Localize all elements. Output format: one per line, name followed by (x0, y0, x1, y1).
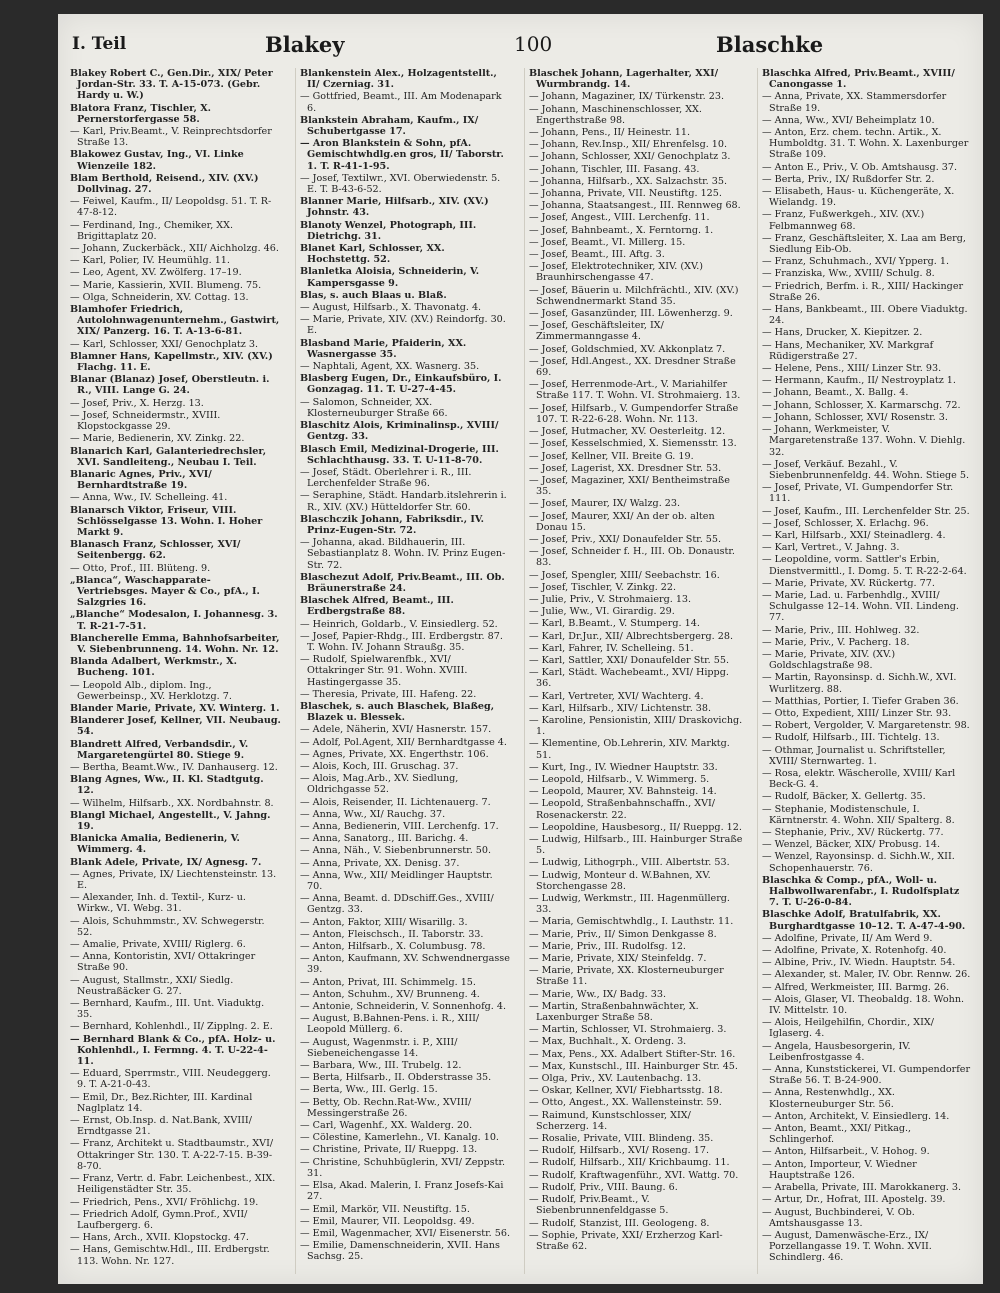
directory-entry: Blanda Adalbert, Werkmstr., X. Bucheng. 101. (70, 656, 237, 679)
directory-entry: — Karl, B.Beamt., V. Stumperg. 14. (529, 618, 700, 630)
directory-entry: — Anton, Schuhm., XV/ Brunneng. 4. (300, 988, 480, 1000)
directory-entry: — Johann, Maschinenschlosser, XX. Engerthstraße 98. (529, 103, 702, 126)
directory-entry: — Josef, Bäuerin u. Milchfrächtl., XIV. (XV.) Schwendnermarkt Stand 35. (529, 284, 739, 307)
directory-entry: Blancherelle Emma, Bahnhofsarbeiter, V. Siebenbrunneng. 14. Wohn. Nr. 12. (70, 632, 280, 655)
directory-entry: — Johann, Beamt., X. Ballg. 4. (762, 387, 909, 399)
directory-entry: Blanar (Blanaz) Josef, Oberstleutn. i. R., VIII. Lange G. 24. (70, 374, 270, 397)
directory-entry: — Leopoldine, Hausbesorg., II/ Rueppg. 12. (529, 821, 742, 833)
directory-entry: — Betty, Ob. Rechn.Rat-Ww., XVIII/ Messingerstraße 26. (300, 1096, 472, 1119)
directory-entry: — Berta, Ww., III. Gerlg. 15. (300, 1084, 438, 1096)
directory-entry: — Anna, Private, XX. Stammersdorfer Straße 19. (762, 91, 947, 114)
directory-entry: — Leopold Alb., diplom. Ing., Gewerbeinsp., XV. Herklotzg. 7. (70, 679, 232, 702)
directory-entry: — Alexander, st. Maler, IV. Obr. Rennw. 26. (762, 969, 971, 981)
directory-entry: — Marie, Priv., V. Pacherg. 18. (762, 636, 910, 648)
directory-entry: — Josef, Papier-Rhdg., III. Erdbergstr. 87. T. Wohn. IV. Johann Straußg. 35. (300, 630, 503, 653)
directory-entry: — Hermann, Kaufm., II/ Nestroyplatz 1. (762, 375, 956, 387)
right-guide-word: Blaschke (716, 32, 824, 57)
directory-entry: „Blanca“, Waschapparate- Vertriebsges. Mayer & Co., pfA., I. Salzgries 16. (70, 574, 260, 609)
directory-entry: — Josef, Hilfsarb., V. Gumpendorfer Straße 107. T. R-22-6-28. Wohn. Nr. 113. (529, 402, 739, 425)
directory-entry: — Gottfried, Beamt., III. Am Modenapark 6. (300, 91, 502, 114)
directory-entry: — Anna, Bedienerin, VIII. Lerchenfg. 17. (300, 821, 499, 832)
directory-entry: — Bertha, Beamt.Ww., IV. Danhauserg. 12. (70, 761, 278, 773)
directory-entry: — Josef, Kaufm., III. Lerchenfelder Str. 25. (762, 505, 970, 517)
directory-entry: — Josef, Hdl.Angest., XX. Dresdner Straße 69. (529, 355, 736, 379)
directory-entry: — Karl, Fahrer, IV. Schelleing. 51. (529, 642, 694, 654)
directory-entry: — Wenzel, Bäcker, XIX/ Probusg. 14. (762, 839, 941, 851)
page-header (72, 28, 969, 62)
directory-entry: Blam Berthold, Reisend., XIV. (XV.) Dollvinag. 27. (70, 172, 259, 196)
directory-entry: — Rudolf, Priv.Beamt., V. Siebenbrunnenfeldgasse 5. (529, 1194, 669, 1217)
directory-entry: — Josef, Geschäftsleiter, IX/ Zimmermanngasse 4. (529, 320, 664, 343)
directory-entry: — Anna, Ww., XVI/ Beheimplatz 10. (762, 114, 935, 126)
directory-entry: — August, Buchbinderei, V. Ob. Amtshausgasse 13. (762, 1206, 915, 1229)
directory-entry: — Josef, Schlosser, X. Erlachg. 96. (762, 517, 929, 529)
column-1 (70, 68, 281, 1274)
directory-entry: — Heinrich, Goldarb., V. Einsiedlerg. 52. (300, 618, 498, 630)
directory-entry: — Anna, Ww., IV. Schelleing. 41. (70, 492, 228, 504)
directory-entry: — Johann, Werkmeister, V. Margaretenstraße 137. Wohn. V. Diehlg. 32. (762, 424, 966, 458)
directory-entry: — Franz, Architekt u. Stadtbaumstr., XVI/ Ottakringer Str. 130. T. A-22-7-15. B-39-8-70. (70, 1138, 274, 1172)
directory-entry: — Feiwel, Kaufm., II/ Leopoldsg. 51. T. R-47-8-12. (70, 196, 272, 219)
directory-entry: — Johann, Tischler, III. Fasang. 43. (529, 163, 700, 175)
directory-entry: — Josef, Goldschmied, XV. Akkonplatz 7. (529, 343, 726, 355)
directory-entry: — Leo, Agent, XV. Zwölferg. 17–19. (70, 267, 242, 279)
directory-entry: — Martin, Straßenbahnwächter, X. Laxenburger Straße 58. (529, 1000, 699, 1024)
directory-entry: — Karl, Sattler, XXI/ Donaufelder Str. 55. (529, 654, 730, 666)
directory-entry: Blanarsch Viktor, Friseur, VIII. Schlösselgasse 13. Wohn. I. Hoher Markt 9. (70, 504, 263, 538)
directory-entry: — Josef, Priv., X. Herzg. 13. (70, 397, 204, 409)
directory-entry: — Rudolf, Hilfsarb., XII/ Krichbaumg. 11. (529, 1157, 730, 1169)
directory-entry: — Hans, Gemischtw.Hdl., III. Erdbergstr. 113. Wohn. Nr. 127. (70, 1244, 270, 1267)
directory-entry: — Josef, Hutmacher, XV. Oesterleitg. 12. (529, 426, 726, 438)
directory-entry: — Karoline, Pensionistin, XIII/ Draskovichg. 1. (529, 714, 743, 738)
directory-entry: — Alois, Heilgehilfin, Chordir., XIX/ Iglaserg. 4. (762, 1017, 934, 1040)
directory-entry: — Leopold, Straßenbahnschaffn., XVI/ Rosenackerstr. 22. (529, 798, 716, 821)
directory-entry: — Berta, Priv., IX/ Rußdorfer Str. 2. (762, 173, 935, 185)
directory-entry: — Anna, Kontoristin, XVI/ Ottakringer Straße 90. (70, 951, 256, 974)
directory-entry: — Anna, Private, XX. Denisg. 37. (300, 857, 460, 869)
directory-entry: Blanoty Wenzel, Photograph, III. Dietrichg. 31. (300, 219, 477, 242)
left-guide-word: Blakey (265, 32, 345, 57)
column-4 (757, 68, 972, 1274)
directory-entry: — Kurt, Ing., IV. Wiedner Hauptstr. 33. (529, 761, 718, 773)
directory-entry: Blaschitz Alois, Kriminalinsp., XVIII/ Gentzg. 33. (300, 420, 499, 443)
directory-entry: — Anton, Erz. chem. techn. Artik., X. Humboldtg. 31. T. Wohn. X. Laxenburger Straße 109. (762, 127, 969, 161)
directory-entry: — Josef, Bahnbeamt., X. Ferntorng. 1. (529, 224, 714, 236)
directory-entry: — Anton, Privat, III. Schimmelg. 15. (300, 976, 476, 988)
directory-entry: — Theresia, Private, III. Hafeng. 22. (300, 688, 477, 700)
directory-entry: — Marie, Private, XX. Klosterneuburger Straße 11. (529, 965, 724, 988)
directory-entry: — Klementine, Ob.Lehrerin, XIV. Marktg. 51. (529, 738, 730, 761)
directory-entry: — Marie, Private, XV. Rückertg. 77. (762, 577, 935, 589)
directory-entry: — Anton, Kaufmann, XV. Schwendnergasse 39. (300, 953, 510, 976)
directory-entry: Blankstein Abraham, Kaufm., IX/ Schubertgasse 17. (300, 114, 479, 138)
directory-entry: — Raimund, Kunstschlosser, XIX/ Scherzerg. 14. (529, 1109, 691, 1132)
directory-entry: — Alexander, Inh. d. Textil-, Kurz- u. Wirkw., VI. Webg. 31. (70, 892, 246, 915)
directory-entry: — Ernst, Ob.Insp. d. Nat.Bank, XVIII/ Erndtgasse 21. (70, 1115, 252, 1138)
directory-entry: Blakowez Gustav, Ing., VI. Linke Wienzeile 182. (70, 149, 244, 172)
directory-entry: — Emilie, Damenschneiderin, XVII. Hans Sachsg. 25. (300, 1240, 500, 1263)
directory-entry: — Karl, Schlosser, XXI/ Genochplatz 3. (70, 338, 259, 350)
directory-entry: Blamhofer Friedrich, Autolohnwagenunternehm., Gastwirt, XIX/ Panzerg. 16. T. A-13-6-81. (70, 304, 280, 338)
directory-entry: — Anna, Restenwhdlg., XX. Klosterneuburger Str. 56. (762, 1087, 895, 1110)
column-2 (295, 68, 510, 1274)
directory-entry: — Angela, Hausbesorgerin, IV. Leibenfrostgasse 4. (762, 1040, 911, 1063)
directory-entry: — Alfred, Werkmeister, III. Barmg. 26. (762, 981, 950, 993)
directory-entry: — Otto, Angest., XX. Wallensteinstr. 59. (529, 1097, 722, 1109)
column-3 (524, 68, 743, 1274)
directory-entry: — Rudolf, Hilfsarb., XVI/ Roseng. 17. (529, 1145, 710, 1157)
directory-entry: — Otto, Prof., III. Blüteng. 9. (70, 562, 211, 574)
directory-entry: — Hans, Bankbeamt., III. Obere Viaduktg. 24. (762, 304, 968, 327)
directory-entry: — Artur, Dr., Hofrat, III. Apostelg. 39. (762, 1194, 946, 1206)
directory-entry: — Ferdinand, Ing., Chemiker, XX. Brigittaplatz 20. (70, 219, 234, 242)
directory-entry: — Rosa, elektr. Wäscherolle, XVIII/ Karl Beck-G. 4. (762, 767, 956, 791)
directory-entry: — Rudolf, Bäcker, X. Gellertg. 35. (762, 791, 926, 803)
directory-entry: Blang Agnes, Ww., II. Kl. Stadtgutg. 12. (70, 774, 264, 797)
directory-entry: — Karl, Dr.Jur., XII/ Albrechtsbergerg. 28. (529, 630, 733, 642)
directory-entry: — Othmar, Journalist u. Schriftsteller, XVIII/ Sternwarteg. 1. (762, 744, 946, 767)
directory-entry: — Anton, Faktor, XIII/ Wisarillg. 3. (300, 916, 468, 928)
directory-entry: — Marie, Priv., III. Rudolfsg. 12. (529, 940, 686, 952)
directory-entry: — Agnes, Private, IX/ Liechtensteinstr. 13. E. (70, 868, 277, 892)
directory-entry: — Leopoldine, vorm. Sattler's Erbin, Dienstvermittl., I. Domg. 5. T. R-22-2-64. (762, 554, 967, 577)
directory-entry: — Josef, Verkäuf. Bezahl., V. Siebenbrunnenfeldg. 44. Wohn. Stiege 5. (762, 458, 970, 481)
directory-entry: — Franz, Geschäftsleiter, X. Laa am Berg, Siedlung Eib-Ob. (762, 232, 966, 256)
directory-entry: — Rudolf, Hilfsarb., III. Tichtelg. 13. (762, 732, 940, 744)
directory-entry: — Johann, Magaziner, IX/ Türkenstr. 23. (529, 91, 725, 103)
directory-entry: — Rudolf, Stanzist, III. Geologeng. 8. (529, 1217, 710, 1229)
directory-entry: Blaschke Adolf, Bratulfabrik, XX. Burghardtgasse 10–12. T. A-47-4-90. (762, 909, 966, 932)
directory-entry: — Anton, Hilfsarbeit., V. Hohog. 9. (762, 1146, 930, 1158)
directory-entry: — Josef, Maurer, IX/ Walzg. 23. (529, 498, 681, 510)
directory-entry: Blatora Franz, Tischler, X. Pernerstorfergasse 58. (70, 102, 211, 125)
directory-entry: — Friedrich, Pens., XVI/ Fröhlichg. 19. (70, 1196, 259, 1208)
directory-entry: — Olga, Priv., XV. Lautenbachg. 13. (529, 1073, 702, 1085)
directory-entry: — August, Wagenmstr. i. P., XIII/ Siebeneichengasse 14. (300, 1036, 458, 1059)
directory-entry: Blasberg Eugen, Dr., Einkaufsbüro, I. Gonzagag. 11. T. U-27-4-45. (300, 373, 502, 396)
directory-entry: Blangl Michael, Angestellt., V. Jahng. 19. (70, 809, 271, 832)
directory-entry: — Johanna, Private, VII. Neustiftg. 125. (529, 188, 722, 200)
directory-entry: Blanderer Josef, Kellner, VII. Neubaug. 54. (70, 715, 281, 738)
directory-entry: — Anton, Beamt., XXI/ Pitkag., Schlingerhof. (762, 1123, 912, 1146)
directory-entry: — Bernhard, Kaufm., III. Unt. Viaduktg. 35. (70, 998, 265, 1021)
directory-entry: — Johann, Zuckerbäck., XII/ Aichholzg. 46. (70, 243, 279, 255)
directory-entry: — Johann, Pens., II/ Heinestr. 11. (529, 127, 691, 139)
directory-entry: — Johanna, Hilfsarb., XX. Salzachstr. 35. (529, 175, 728, 187)
directory-entry: — Franziska, Ww., XVIII/ Schulg. 8. (762, 268, 935, 280)
directory-entry: — Elsa, Akad. Malerin, I. Franz Josefs-Kai 27. (300, 1180, 504, 1203)
directory-entry: — Ludwig, Werkmstr., III. Hagenmüllerg. 33. (529, 893, 730, 916)
directory-entry: — Anna, Näh., V. Siebenbrunnerstr. 50. (300, 845, 492, 857)
directory-entry: — August, Damenwäsche-Erz., IX/ Porzellangasse 19. T. Wohn. XVII. Schindlerg. 46. (762, 1229, 932, 1264)
directory-entry: — Josef, Textilwr., XVI. Oberwiedenstr. 5. E. T. B-43-6-52. (300, 172, 501, 196)
directory-page (58, 14, 983, 1284)
directory-entry: — Josef, Lagerist, XX. Dresdner Str. 53. (529, 462, 722, 474)
directory-entry: — Marie, Private, XIV. (XV.) Goldschlagstraße 98. (762, 648, 896, 672)
directory-entry: — Johann, Schlosser, X. Karmarschg. 72. (762, 399, 961, 411)
directory-entry: Blasband Marie, Pfaiderin, XX. Wasnergasse 35. (300, 337, 467, 360)
directory-entry: — Wilhelm, Hilfsarb., XX. Nordbahnstr. 8. (70, 797, 274, 809)
directory-entry: — Amalie, Private, XVIII/ Riglerg. 6. (70, 939, 246, 951)
directory-entry: — Aron Blankstein & Sohn, pfA. Gemischtwhdlg.en gros, II/ Taborstr. 1. T. R-41-1-95. (300, 138, 504, 172)
directory-entry: — Alois, Mag.Arb., XV. Siedlung, Oldrichgasse 52. (300, 773, 459, 796)
directory-entry: — Josef, Angest., VIII. Lerchenfg. 11. (529, 212, 710, 224)
directory-entry: Blandrett Alfred, Verbandsdir., V. Margaretengürtel 80. Stiege 9. (70, 738, 249, 761)
directory-entry: — Hans, Mechaniker, XV. Markgraf Rüdigerstraße 27. (762, 339, 934, 362)
directory-entry: — Christine, Private, II/ Rueppg. 13. (300, 1144, 478, 1156)
directory-entry: — Adolfine, Private, II/ Am Werd 9. (762, 932, 933, 944)
directory-entry: — Max, Pens., XX. Adalbert Stifter-Str. 16. (529, 1048, 736, 1060)
directory-entry: — Marie, Priv., III. Hohlweg. 32. (762, 624, 920, 636)
directory-entry: — Josef, Schneider f. H., III. Ob. Donaustr. 83. (529, 546, 735, 569)
directory-entry: — Franz, Fußwerkgeh., XIV. (XV.) Felbmannweg 68. (762, 209, 925, 232)
directory-entry: — Josef, Herrenmode-Art., V. Mariahilfer Straße 117. T. Wohn. VI. Strohmaierg. 13. (529, 379, 741, 402)
directory-entry: — Marie, Private, XIV. (XV.) Reindorfg. 30. E. (300, 314, 506, 337)
directory-entry: Blamner Hans, Kapellmstr., XIV. (XV.) Flachg. 11. E. (70, 350, 273, 374)
directory-entry: — August, B.Bahnen-Pens. i. R., XIII/ Leopold Müllerg. 6. (300, 1013, 480, 1036)
directory-entry: — Matthias, Portier, I. Tiefer Graben 36. (762, 695, 959, 707)
directory-entry: — Emil, Markör, VII. Neustiftg. 15. (300, 1203, 470, 1215)
directory-entry: — Adolfine, Private, X. Rotenhofg. 40. (762, 945, 947, 957)
directory-entry: — Helene, Pens., XIII/ Linzer Str. 93. (762, 363, 942, 375)
directory-entry: — Josef, Kellner, VII. Breite G. 19. (529, 450, 694, 462)
directory-entry: Blander Marie, Private, XV. Winterg. 1. (70, 702, 280, 714)
directory-entry: Blakey Robert C., Gen.Dir., XIX/ Peter Jordan-Str. 33. T. A-15-073. (Gebr. Hardy u. W.) (70, 68, 273, 102)
directory-entry: — Anton, Architekt, V. Einsiedlerg. 14. (762, 1110, 950, 1122)
directory-entry: — Ludwig, Monteur d. W.Bahnen, XV. Storchengasse 28. (529, 869, 711, 892)
directory-entry: Blank Adele, Private, IX/ Agnesg. 7. (70, 856, 262, 868)
directory-entry: — Stephanie, Modistenschule, I. Kärntnerstr. 4. Wohn. XII/ Spalterg. 8. (762, 803, 955, 826)
directory-entry: — Ludwig, Hilfsarb., III. Hainburger Straße 5. (529, 834, 743, 857)
directory-entry: — Karl, Polier, IV. Heumühlg. 11. (70, 255, 230, 267)
directory-entry: — Josef, Tischler, V. Zinkg. 22. (529, 581, 677, 593)
directory-entry: — Johanna, akad. Bildhauerin, III. Sebastianplatz 8. Wohn. IV. Prinz Eugen-Str. 72. (300, 537, 506, 571)
directory-entry: — Bernhard Blank & Co., pfA. Holz- u. Kohlenhdl., I. Fermng. 4. T. U-22-4-11. (70, 1033, 276, 1068)
directory-entry: — Carl, Wagenhf., XX. Walderg. 20. (300, 1120, 473, 1132)
directory-entry: — Friedrich, Berfm. i. R., XIII/ Hackinger Straße 26. (762, 280, 964, 303)
directory-entry: — Anton, Importeur, V. Wiedner Hauptstraße 126. (762, 1158, 917, 1181)
directory-entry: — Alois, Glaser, VI. Theobaldg. 18. Wohn. IV. Mittelstr. 10. (762, 993, 965, 1017)
directory-entry: Blaschczik Johann, Fabriksdir., IV. Prinz-Eugen-Str. 72. (300, 513, 484, 536)
directory-entry: — Karl, Städt. Wachebeamt., XVI/ Hippg. 36. (529, 667, 729, 690)
directory-entry: — Rosalie, Private, VIII. Blindeng. 35. (529, 1133, 714, 1145)
directory-entry: — Martin, Schlosser, VI. Strohmaierg. 3. (529, 1024, 727, 1036)
directory-entry: Blanarich Karl, Galanteriedrechsler, XVI. Sandleiteng., Neubau I. Teil. (70, 445, 267, 468)
directory-entry: — Elisabeth, Haus- u. Küchengeräte, X. Wielandg. 19. (762, 186, 955, 209)
directory-entry: — Sophie, Private, XXI/ Erzherzog Karl-Straße 62. (529, 1229, 723, 1252)
directory-entry: — Albine, Priv., IV. Wiedn. Hauptstr. 54. (762, 957, 956, 969)
directory-entry: — August, Stallmstr., XXI/ Siedlg. Neustraßäcker G. 27. (70, 974, 234, 997)
directory-entry: — Josef, Kesselschmied, X. Siemensstr. 13. (529, 438, 737, 450)
directory-entry: — Maria, Gemischtwhdlg., I. Lauthstr. 11. (529, 916, 734, 928)
directory-entry: — Johann, Schlosser, XVI/ Rosenstr. 3. (762, 411, 948, 423)
directory-entry: — Alois, Reisender, II. Lichtenauerg. 7. (300, 796, 491, 808)
directory-entry: — Marie, Lad. u. Farbenhdlg., XVIII/ Schulgasse 12–14. Wohn. VII. Lindeng. 77. (762, 589, 959, 624)
directory-entry: Blaschka Alfred, Priv.Beamt., XVIII/ Canongasse 1. (762, 68, 955, 91)
directory-entry: — Leopold, Maurer, XV. Bahnsteig. 14. (529, 786, 717, 798)
directory-entry: — Eduard, Sperrmstr., VIII. Neudeggerg. 9. T. A-21-0-43. (70, 1068, 271, 1091)
directory-entry: „Blanche“ Modesalon, I. Johannesg. 3. T. R-21-7-51. (70, 609, 278, 632)
directory-entry: — Martin, Rayonsinsp. d. Sichh.W., XVI. Wurlitzerg. 88. (762, 672, 957, 695)
directory-entry: — Marie, Private, XIX/ Steinfeldg. 7. (529, 953, 707, 965)
directory-entry: — Josef, Magaziner, XXI/ Bentheimstraße 35. (529, 474, 730, 498)
directory-entry: — Rudolf, Spielwarenfbk., XVI/ Ottakringer Str. 91. Wohn. XVIII. Hastingergasse 35. (300, 654, 468, 688)
directory-entry: — Cölestine, Kamerlehn., VI. Kanalg. 10. (300, 1132, 499, 1144)
directory-entry: — Josef, Maurer, XXI/ An der ob. alten Donau 15. (529, 510, 715, 533)
directory-entry: — Josef, Gasanzünder, III. Löwenherzg. 9. (529, 308, 733, 320)
directory-entry: — Johanna, Staatsangest., III. Rennweg 68. (529, 200, 741, 212)
directory-entry: — Christine, Schuhbüglerin, XVI/ Zeppstr. 31. (300, 1156, 506, 1179)
directory-entry: Blas, s. auch Blaas u. Blaß. (300, 289, 447, 301)
directory-entry: — Marie, Bedienerin, XV. Zinkg. 22. (70, 433, 245, 445)
directory-entry: — Seraphine, Städt. Handarb.itslehrerin i. R., XIV. (XV.) Hütteldorfer Str. 60. (300, 490, 507, 513)
directory-entry: — Julie, Priv., V. Strohmaierg. 13. (529, 593, 692, 605)
directory-entry: — Julie, Ww., VI. Girardig. 29. (529, 606, 675, 618)
directory-entry: — Arabella, Private, III. Marokkanerg. 3. (762, 1182, 962, 1194)
directory-entry: — Rudolf, Kraftwagenführ., XVI. Wattg. 70. (529, 1169, 739, 1181)
directory-entry: — Adele, Näherin, XVI/ Hasnerstr. 157. (300, 724, 492, 736)
directory-entry: — Anna, Kunststickerei, VI. Gumpendorfer Straße 56. T. B-24-900. (762, 1064, 971, 1087)
directory-columns (70, 68, 973, 1274)
directory-entry: — Karl, Priv.Beamt., V. Reinprechtsdorfer Straße 13. (70, 126, 272, 149)
directory-entry: Blaschek Johann, Lagerhalter, XXI/ Wurmbrandg. 14. (529, 68, 719, 91)
directory-entry: — Anton, Hilfsarb., X. Columbusg. 78. (300, 941, 486, 953)
directory-entry: — Friedrich Adolf, Gymn.Prof., XVII/ Laufbergerg. 6. (70, 1208, 248, 1231)
directory-entry: Blaschek, s. auch Blaschek, Blaßeg, Blazek u. Blessek. (300, 700, 495, 724)
directory-entry: — Antonie, Schneiderin, V. Sonnenhofg. 4. (300, 1001, 507, 1013)
directory-entry: — Josef, Spengler, XIII/ Seebachstr. 16. (529, 569, 720, 581)
directory-entry: — Josef, Schneidermstr., XVIII. Klopstockgasse 29. (70, 409, 221, 433)
directory-entry: — Karl, Vertreter, XVI/ Wachterg. 4. (529, 690, 704, 702)
directory-entry: Blankenstein Alex., Holzagentstellt., II/ Czerniag. 31. (300, 68, 497, 91)
directory-entry: Blanner Marie, Hilfsarb., XIV. (XV.) Johnstr. 43. (300, 196, 489, 219)
directory-entry: — Franz, Schuhmach., XVI/ Ypperg. 1. (762, 256, 950, 268)
directory-entry: — Hans, Drucker, X. Kiepitzer. 2. (762, 327, 923, 339)
directory-entry: — Naphtali, Agent, XX. Wasnerg. 35. (300, 361, 480, 373)
directory-entry: — August, Hilfsarb., X. Thavonatg. 4. (300, 302, 482, 314)
directory-entry: — Agnes, Private, XX. Engerthstr. 106. (300, 748, 489, 760)
directory-entry: — Anna, Sanatorg., III. Barichg. 4. (300, 833, 469, 845)
page-number: 100 (514, 32, 553, 56)
directory-entry: Blanet Karl, Schlosser, XX. Hochstettg. 52. (300, 243, 445, 266)
directory-entry: — Johann, Schlosser, XXI/ Genochplatz 3. (529, 151, 731, 163)
directory-entry: — Ludwig, Lithogrph., VIII. Albertstr. 53. (529, 857, 730, 869)
directory-entry: — Marie, Ww., IX/ Badg. 33. (529, 988, 667, 1000)
directory-entry: — Karl, Vertret., V. Jahng. 3. (762, 542, 900, 554)
directory-entry: — Robert, Vergolder, V. Margaretenstr. 98. (762, 720, 970, 732)
directory-entry: — Bernhard, Kohlenhdl., II/ Zipplng. 2. E. (70, 1021, 273, 1033)
directory-entry: Blanicka Amalia, Bedienerin, V. Wimmerg. 4. (70, 833, 240, 856)
directory-entry: Blanaric Agnes, Priv., XVI/ Bernhardtstraße 19. (70, 468, 212, 492)
directory-entry: Blaschek Alfred, Beamt., III. Erdbergstraße 88. (300, 595, 454, 618)
directory-entry: — Max, Buchhalt., X. Ordeng. 3. (529, 1036, 687, 1048)
directory-entry: — Josef, Beamt., III. Aftg. 3. (529, 249, 665, 261)
directory-entry: — Emil, Wagenmacher, XVI/ Eisenerstr. 56. (300, 1227, 510, 1239)
directory-entry: Blanletka Aloisia, Schneiderin, V. Kampersgasse 9. (300, 266, 480, 289)
directory-entry: Blanasch Franz, Schlosser, XVI/ Seitenbergg. 62. (70, 539, 241, 562)
directory-entry: Blaschka & Comp., pfA., Woll- u. Halbwollwarenfabr., I. Rudolfsplatz 7. T. U-26-0-84. (762, 874, 960, 909)
directory-entry: Blaschezut Adolf, Priv.Beamt., III. Ob. Bräunerstraße 24. (300, 571, 505, 594)
directory-entry: — Leopold, Hilfsarb., V. Wimmerg. 5. (529, 773, 710, 785)
directory-entry: — Karl, Hilfsarb., XIV/ Lichtenstr. 38. (529, 702, 712, 714)
directory-entry: — Alois, Schuhmmstr., XV. Schwegerstr. 52. (70, 915, 265, 938)
directory-entry: — Alois, Koch, III. Gruschag. 37. (300, 760, 459, 772)
directory-entry: Blasch Emil, Medizinal-Drogerie, III. Schlachthausg. 33. T. U-11-8-70. (300, 443, 499, 466)
directory-entry: — Wenzel, Rayonsinsp. d. Sichh.W., XII. Schopenhauerstr. 76. (762, 851, 955, 874)
directory-entry: — Hans, Arch., XVII. Klopstockg. 47. (70, 1232, 249, 1244)
directory-entry: — Josef, Private, VI. Gumpendorfer Str. 111. (762, 482, 954, 505)
directory-entry: — Anton E., Priv., V. Ob. Amtshausg. 37. (762, 161, 958, 173)
directory-entry: — Berta, Hilfsarb., II. Obderstrasse 35. (300, 1072, 492, 1084)
directory-entry: — Oskar, Kellner, XVI/ Fiebhartsstg. 18. (529, 1085, 723, 1097)
directory-entry: — Josef, Städt. Oberlehrer i. R., III. Lerchenfelder Straße 96. (300, 466, 472, 490)
directory-entry: — Rudolf, Priv., VIII. Baung. 6. (529, 1181, 678, 1193)
directory-entry: — Anna, Ww., XI/ Rauchg. 37. (300, 808, 446, 820)
directory-entry: — Marie, Kassierin, XVII. Blumeng. 75. (70, 279, 262, 291)
volume-label: I. Teil (72, 34, 127, 54)
directory-entry: — Johann, Rev.Insp., XII/ Ehrenfelsg. 10. (529, 139, 728, 151)
directory-entry: — Anna, Ww., XII/ Meidlinger Hauptstr. 70. (300, 869, 493, 893)
directory-entry: — Josef, Priv., XXI/ Donaufelder Str. 55. (529, 533, 722, 545)
directory-entry: — Otto, Expedient, XIII/ Linzer Str. 93. (762, 707, 952, 719)
directory-entry: — Franz, Vertr. d. Fabr. Leichenbest., XIX. Heiligenstädter Str. 35. (70, 1173, 276, 1196)
directory-entry: — Marie, Priv., II/ Simon Denkgasse 8. (529, 928, 717, 940)
directory-entry: — Salomon, Schneider, XX. Klosterneuburger Straße 66. (300, 396, 448, 419)
directory-entry: — Anna, Beamt. d. DDschiff.Ges., XVIII/ Gentzg. 33. (300, 893, 494, 916)
directory-entry: — Adolf, Pol.Agent, XII/ Bernhardtgasse 4. (300, 736, 507, 748)
directory-entry: — Emil, Maurer, VII. Leopoldsg. 49. (300, 1215, 475, 1227)
directory-entry: — Emil, Dr., Bez.Richter, III. Kardinal Naglplatz 14. (70, 1091, 253, 1114)
directory-entry: — Anton, Fleischsch., II. Taborstr. 33. (300, 928, 484, 940)
directory-entry: — Karl, Hilfsarb., XXI/ Steinadlerg. 4. (762, 529, 946, 541)
directory-entry: — Josef, Beamt., VI. Millerg. 15. (529, 236, 686, 248)
directory-entry: — Josef, Elektrotechniker, XIV. (XV.) Braunhirschengasse 47. (529, 261, 703, 284)
directory-entry: — Max, Kunstschl., III. Hainburger Str. 45. (529, 1060, 738, 1072)
directory-entry: — Barbara, Ww., III. Trubelg. 12. (300, 1060, 462, 1072)
directory-entry: — Olga, Schneiderin, XV. Cottag. 13. (70, 291, 249, 303)
directory-entry: — Stephanie, Priv., XV/ Rückertg. 77. (762, 827, 944, 838)
